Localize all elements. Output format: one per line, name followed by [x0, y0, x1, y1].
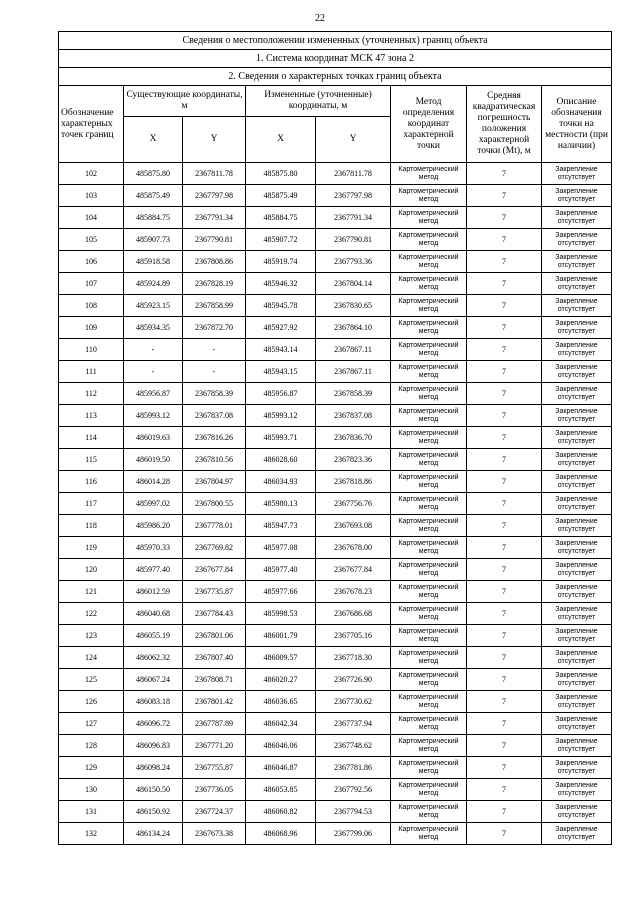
precision-cell: 7	[467, 229, 542, 251]
table-row	[59, 251, 612, 273]
existing-y-cell: -	[183, 361, 246, 383]
changed-x-cell: 485980.13	[246, 493, 316, 515]
precision-cell: 7	[467, 669, 542, 691]
table-row	[59, 603, 612, 625]
precision-cell: 7	[467, 163, 542, 185]
changed-x-cell: 485884.75	[246, 207, 316, 229]
header-designation: Обозначение характерных точек границ	[59, 86, 124, 163]
changed-x-cell: 485946.32	[246, 273, 316, 295]
precision-cell: 7	[467, 559, 542, 581]
existing-x-cell: 485924.89	[124, 273, 183, 295]
table-row	[59, 559, 612, 581]
method-cell: Картометрический метод	[391, 207, 467, 229]
precision-cell: 7	[467, 625, 542, 647]
existing-x-cell: 485934.35	[124, 317, 183, 339]
existing-x-cell: 485907.73	[124, 229, 183, 251]
changed-y-cell: 2367781.86	[316, 757, 391, 779]
point-number-cell: 115	[59, 449, 124, 471]
description-cell: Закрепление отсутствует	[542, 405, 612, 427]
table-row	[59, 823, 612, 845]
boundary-points-table	[58, 31, 612, 845]
precision-cell: 7	[467, 207, 542, 229]
description-cell: Закрепление отсутствует	[542, 273, 612, 295]
precision-cell: 7	[467, 757, 542, 779]
method-cell: Картометрический метод	[391, 229, 467, 251]
description-cell: Закрепление отсутствует	[542, 515, 612, 537]
existing-y-cell: 2367735.87	[183, 581, 246, 603]
table-row	[59, 735, 612, 757]
changed-y-cell: 2367718.30	[316, 647, 391, 669]
method-cell: Картометрический метод	[391, 449, 467, 471]
existing-x-cell: 486096.83	[124, 735, 183, 757]
changed-x-cell: 485875.49	[246, 185, 316, 207]
method-cell: Картометрический метод	[391, 273, 467, 295]
method-cell: Картометрический метод	[391, 163, 467, 185]
method-cell: Картометрический метод	[391, 515, 467, 537]
existing-y-cell: 2367771.20	[183, 735, 246, 757]
method-cell: Картометрический метод	[391, 317, 467, 339]
existing-x-cell: 485875.49	[124, 185, 183, 207]
existing-y-cell: 2367769.82	[183, 537, 246, 559]
changed-y-cell: 2367793.36	[316, 251, 391, 273]
precision-cell: 7	[467, 317, 542, 339]
changed-y-cell: 2367693.08	[316, 515, 391, 537]
existing-x-cell: 486067.24	[124, 669, 183, 691]
point-number-cell: 116	[59, 471, 124, 493]
description-cell: Закрепление отсутствует	[542, 735, 612, 757]
method-cell: Картометрический метод	[391, 647, 467, 669]
changed-y-cell: 2367818.86	[316, 471, 391, 493]
description-cell: Закрепление отсутствует	[542, 317, 612, 339]
existing-x-cell: 485884.75	[124, 207, 183, 229]
changed-y-cell: 2367811.78	[316, 163, 391, 185]
table-row	[59, 449, 612, 471]
existing-y-cell: 2367837.08	[183, 405, 246, 427]
changed-y-cell: 2367730.62	[316, 691, 391, 713]
point-number-cell: 107	[59, 273, 124, 295]
changed-x-cell: 485927.92	[246, 317, 316, 339]
precision-cell: 7	[467, 581, 542, 603]
changed-y-cell: 2367836.70	[316, 427, 391, 449]
description-cell: Закрепление отсутствует	[542, 779, 612, 801]
method-cell: Картометрический метод	[391, 251, 467, 273]
precision-cell: 7	[467, 603, 542, 625]
description-cell: Закрепление отсутствует	[542, 185, 612, 207]
method-cell: Картометрический метод	[391, 361, 467, 383]
method-cell: Картометрический метод	[391, 669, 467, 691]
changed-x-cell: 486060.82	[246, 801, 316, 823]
point-number-cell: 124	[59, 647, 124, 669]
precision-cell: 7	[467, 339, 542, 361]
header-existing-y: Y	[183, 117, 246, 163]
table-row	[59, 163, 612, 185]
table-row	[59, 229, 612, 251]
existing-y-cell: 2367755.87	[183, 757, 246, 779]
changed-x-cell: 485947.73	[246, 515, 316, 537]
point-number-cell: 130	[59, 779, 124, 801]
existing-x-cell: 486083.18	[124, 691, 183, 713]
changed-y-cell: 2367686.68	[316, 603, 391, 625]
existing-x-cell: 486014.28	[124, 471, 183, 493]
point-number-cell: 105	[59, 229, 124, 251]
method-cell: Картометрический метод	[391, 405, 467, 427]
description-cell: Закрепление отсутствует	[542, 295, 612, 317]
existing-y-cell: 2367778.01	[183, 515, 246, 537]
existing-x-cell: -	[124, 339, 183, 361]
point-number-cell: 122	[59, 603, 124, 625]
table-row	[59, 383, 612, 405]
method-cell: Картометрический метод	[391, 581, 467, 603]
description-cell: Закрепление отсутствует	[542, 361, 612, 383]
existing-x-cell: 485918.58	[124, 251, 183, 273]
method-cell: Картометрический метод	[391, 295, 467, 317]
method-cell: Картометрический метод	[391, 339, 467, 361]
changed-y-cell: 2367792.56	[316, 779, 391, 801]
point-number-cell: 111	[59, 361, 124, 383]
existing-y-cell: 2367797.98	[183, 185, 246, 207]
point-number-cell: 131	[59, 801, 124, 823]
changed-x-cell: 486001.79	[246, 625, 316, 647]
changed-x-cell: 486046.06	[246, 735, 316, 757]
changed-x-cell: 485993.71	[246, 427, 316, 449]
changed-y-cell: 2367799.06	[316, 823, 391, 845]
method-cell: Картометрический метод	[391, 537, 467, 559]
existing-x-cell: 485986.20	[124, 515, 183, 537]
description-cell: Закрепление отсутствует	[542, 493, 612, 515]
point-number-cell: 104	[59, 207, 124, 229]
description-cell: Закрепление отсутствует	[542, 647, 612, 669]
existing-x-cell: 486150.92	[124, 801, 183, 823]
existing-x-cell: 485956.87	[124, 383, 183, 405]
description-cell: Закрепление отсутствует	[542, 603, 612, 625]
method-cell: Картометрический метод	[391, 383, 467, 405]
changed-x-cell: 485998.53	[246, 603, 316, 625]
table-row	[59, 361, 612, 383]
header-existing-coordinates: Существующие координаты, м	[124, 86, 246, 117]
header-changed-x: X	[246, 117, 316, 163]
method-cell: Картометрический метод	[391, 625, 467, 647]
description-cell: Закрепление отсутствует	[542, 207, 612, 229]
existing-y-cell: 2367828.19	[183, 273, 246, 295]
precision-cell: 7	[467, 449, 542, 471]
table-row	[59, 295, 612, 317]
table-row	[59, 801, 612, 823]
changed-y-cell: 2367705.16	[316, 625, 391, 647]
precision-cell: 7	[467, 493, 542, 515]
precision-cell: 7	[467, 537, 542, 559]
existing-x-cell: 485875.80	[124, 163, 183, 185]
changed-y-cell: 2367823.36	[316, 449, 391, 471]
precision-cell: 7	[467, 691, 542, 713]
table-row	[59, 427, 612, 449]
description-cell: Закрепление отсутствует	[542, 581, 612, 603]
description-cell: Закрепление отсутствует	[542, 625, 612, 647]
point-number-cell: 103	[59, 185, 124, 207]
precision-cell: 7	[467, 801, 542, 823]
changed-x-cell: 485943.15	[246, 361, 316, 383]
changed-y-cell: 2367867.11	[316, 361, 391, 383]
existing-y-cell: 2367807.40	[183, 647, 246, 669]
precision-cell: 7	[467, 823, 542, 845]
description-cell: Закрепление отсутствует	[542, 713, 612, 735]
existing-y-cell: 2367677.84	[183, 559, 246, 581]
description-cell: Закрепление отсутствует	[542, 757, 612, 779]
changed-y-cell: 2367804.14	[316, 273, 391, 295]
existing-y-cell: -	[183, 339, 246, 361]
description-cell: Закрепление отсутствует	[542, 471, 612, 493]
point-number-cell: 128	[59, 735, 124, 757]
changed-y-cell: 2367737.94	[316, 713, 391, 735]
changed-y-cell: 2367678.00	[316, 537, 391, 559]
precision-cell: 7	[467, 185, 542, 207]
description-cell: Закрепление отсутствует	[542, 537, 612, 559]
changed-x-cell: 486020.27	[246, 669, 316, 691]
point-number-cell: 109	[59, 317, 124, 339]
method-cell: Картометрический метод	[391, 691, 467, 713]
changed-x-cell: 485919.74	[246, 251, 316, 273]
description-cell: Закрепление отсутствует	[542, 163, 612, 185]
existing-y-cell: 2367790.81	[183, 229, 246, 251]
changed-y-cell: 2367678.23	[316, 581, 391, 603]
precision-cell: 7	[467, 273, 542, 295]
existing-x-cell: 486019.63	[124, 427, 183, 449]
changed-y-cell: 2367726.90	[316, 669, 391, 691]
point-number-cell: 112	[59, 383, 124, 405]
changed-x-cell: 486034.93	[246, 471, 316, 493]
precision-cell: 7	[467, 251, 542, 273]
description-cell: Закрепление отсутствует	[542, 559, 612, 581]
existing-y-cell: 2367858.39	[183, 383, 246, 405]
existing-x-cell: 486019.50	[124, 449, 183, 471]
point-number-cell: 114	[59, 427, 124, 449]
existing-y-cell: 2367801.42	[183, 691, 246, 713]
existing-x-cell: 486062.32	[124, 647, 183, 669]
existing-y-cell: 2367858.99	[183, 295, 246, 317]
method-cell: Картометрический метод	[391, 559, 467, 581]
header-precision: Средняя квадратическая погрешность положения характерной точки (Mt), м	[467, 86, 542, 163]
header-description: Описание обозначения точки на местности (при наличии)	[542, 86, 612, 163]
header-method: Метод определения координат характерной точки	[391, 86, 467, 163]
point-number-cell: 118	[59, 515, 124, 537]
precision-cell: 7	[467, 515, 542, 537]
method-cell: Картометрический метод	[391, 603, 467, 625]
method-cell: Картометрический метод	[391, 493, 467, 515]
table-body	[59, 163, 612, 845]
changed-x-cell: 486028.60	[246, 449, 316, 471]
method-cell: Картометрический метод	[391, 757, 467, 779]
changed-y-cell: 2367791.34	[316, 207, 391, 229]
point-number-cell: 106	[59, 251, 124, 273]
changed-x-cell: 485993.12	[246, 405, 316, 427]
existing-x-cell: 485970.33	[124, 537, 183, 559]
existing-y-cell: 2367808.86	[183, 251, 246, 273]
section-title: Сведения о местоположении измененных (уточненных) границ объекта	[59, 32, 612, 50]
description-cell: Закрепление отсутствует	[542, 383, 612, 405]
precision-cell: 7	[467, 361, 542, 383]
point-number-cell: 125	[59, 669, 124, 691]
changed-x-cell: 485977.66	[246, 581, 316, 603]
point-number-cell: 132	[59, 823, 124, 845]
table-row	[59, 757, 612, 779]
point-number-cell: 108	[59, 295, 124, 317]
existing-x-cell: 485997.02	[124, 493, 183, 515]
description-cell: Закрепление отсутствует	[542, 339, 612, 361]
table-row	[59, 339, 612, 361]
table-row	[59, 647, 612, 669]
existing-y-cell: 2367816.26	[183, 427, 246, 449]
precision-cell: 7	[467, 647, 542, 669]
existing-y-cell: 2367808.71	[183, 669, 246, 691]
table-row	[59, 405, 612, 427]
description-cell: Закрепление отсутствует	[542, 691, 612, 713]
table-row	[59, 273, 612, 295]
point-number-cell: 102	[59, 163, 124, 185]
existing-y-cell: 2367736.05	[183, 779, 246, 801]
description-cell: Закрепление отсутствует	[542, 669, 612, 691]
existing-y-cell: 2367800.55	[183, 493, 246, 515]
table-row	[59, 207, 612, 229]
subsection-title: 2. Сведения о характерных точках границ объекта	[59, 68, 612, 86]
changed-y-cell: 2367867.11	[316, 339, 391, 361]
point-number-cell: 113	[59, 405, 124, 427]
existing-y-cell: 2367801.06	[183, 625, 246, 647]
existing-x-cell: 486150.50	[124, 779, 183, 801]
table-row	[59, 317, 612, 339]
changed-x-cell: 485977.08	[246, 537, 316, 559]
existing-y-cell: 2367787.89	[183, 713, 246, 735]
changed-x-cell: 486042.34	[246, 713, 316, 735]
header-existing-x: X	[124, 117, 183, 163]
table-row	[59, 537, 612, 559]
existing-x-cell: 486040.68	[124, 603, 183, 625]
existing-x-cell: 486012.59	[124, 581, 183, 603]
method-cell: Картометрический метод	[391, 801, 467, 823]
description-cell: Закрепление отсутствует	[542, 823, 612, 845]
existing-x-cell: 485993.12	[124, 405, 183, 427]
description-cell: Закрепление отсутствует	[542, 449, 612, 471]
table-row	[59, 625, 612, 647]
changed-y-cell: 2367797.98	[316, 185, 391, 207]
point-number-cell: 127	[59, 713, 124, 735]
method-cell: Картометрический метод	[391, 823, 467, 845]
changed-y-cell: 2367677.84	[316, 559, 391, 581]
changed-x-cell: 485907.72	[246, 229, 316, 251]
precision-cell: 7	[467, 405, 542, 427]
existing-x-cell: 486096.72	[124, 713, 183, 735]
changed-x-cell: 485977.40	[246, 559, 316, 581]
precision-cell: 7	[467, 779, 542, 801]
table-row	[59, 493, 612, 515]
existing-y-cell: 2367673.38	[183, 823, 246, 845]
method-cell: Картометрический метод	[391, 471, 467, 493]
changed-y-cell: 2367864.10	[316, 317, 391, 339]
description-cell: Закрепление отсутствует	[542, 229, 612, 251]
description-cell: Закрепление отсутствует	[542, 427, 612, 449]
changed-x-cell: 486009.57	[246, 647, 316, 669]
point-number-cell: 120	[59, 559, 124, 581]
existing-x-cell: 485977.40	[124, 559, 183, 581]
existing-y-cell: 2367811.78	[183, 163, 246, 185]
changed-y-cell: 2367837.08	[316, 405, 391, 427]
point-number-cell: 110	[59, 339, 124, 361]
table-row	[59, 691, 612, 713]
existing-x-cell: 485923.15	[124, 295, 183, 317]
table-row	[59, 713, 612, 735]
table-row	[59, 515, 612, 537]
changed-x-cell: 486068.96	[246, 823, 316, 845]
method-cell: Картометрический метод	[391, 427, 467, 449]
changed-y-cell: 2367748.62	[316, 735, 391, 757]
precision-cell: 7	[467, 471, 542, 493]
method-cell: Картометрический метод	[391, 713, 467, 735]
point-number-cell: 129	[59, 757, 124, 779]
changed-x-cell: 486053.85	[246, 779, 316, 801]
existing-x-cell: 486098.24	[124, 757, 183, 779]
table-row	[59, 669, 612, 691]
changed-x-cell: 485945.78	[246, 295, 316, 317]
point-number-cell: 126	[59, 691, 124, 713]
existing-y-cell: 2367810.56	[183, 449, 246, 471]
header-changed-coordinates: Измененные (уточненные) координаты, м	[246, 86, 391, 117]
changed-y-cell: 2367756.76	[316, 493, 391, 515]
table-row	[59, 471, 612, 493]
table-row	[59, 581, 612, 603]
changed-x-cell: 486036.65	[246, 691, 316, 713]
point-number-cell: 119	[59, 537, 124, 559]
changed-x-cell: 485943.14	[246, 339, 316, 361]
changed-y-cell: 2367790.81	[316, 229, 391, 251]
precision-cell: 7	[467, 735, 542, 757]
header-changed-y: Y	[316, 117, 391, 163]
method-cell: Картометрический метод	[391, 779, 467, 801]
table-row	[59, 779, 612, 801]
description-cell: Закрепление отсутствует	[542, 801, 612, 823]
precision-cell: 7	[467, 383, 542, 405]
method-cell: Картометрический метод	[391, 735, 467, 757]
existing-y-cell: 2367784.43	[183, 603, 246, 625]
existing-x-cell: 486055.19	[124, 625, 183, 647]
method-cell: Картометрический метод	[391, 185, 467, 207]
existing-y-cell: 2367791.34	[183, 207, 246, 229]
existing-x-cell: 486134.24	[124, 823, 183, 845]
changed-x-cell: 486046.87	[246, 757, 316, 779]
precision-cell: 7	[467, 427, 542, 449]
changed-y-cell: 2367794.53	[316, 801, 391, 823]
existing-y-cell: 2367724.37	[183, 801, 246, 823]
point-number-cell: 121	[59, 581, 124, 603]
precision-cell: 7	[467, 295, 542, 317]
page-number: 22	[315, 13, 325, 24]
changed-x-cell: 485956.87	[246, 383, 316, 405]
changed-x-cell: 485875.80	[246, 163, 316, 185]
changed-y-cell: 2367858.39	[316, 383, 391, 405]
point-number-cell: 117	[59, 493, 124, 515]
existing-x-cell: -	[124, 361, 183, 383]
description-cell: Закрепление отсутствует	[542, 251, 612, 273]
point-number-cell: 123	[59, 625, 124, 647]
existing-y-cell: 2367872.70	[183, 317, 246, 339]
coordinate-system-title: 1. Система координат МСК 47 зона 2	[59, 50, 612, 68]
changed-y-cell: 2367830.65	[316, 295, 391, 317]
existing-y-cell: 2367804.97	[183, 471, 246, 493]
precision-cell: 7	[467, 713, 542, 735]
table-row	[59, 185, 612, 207]
